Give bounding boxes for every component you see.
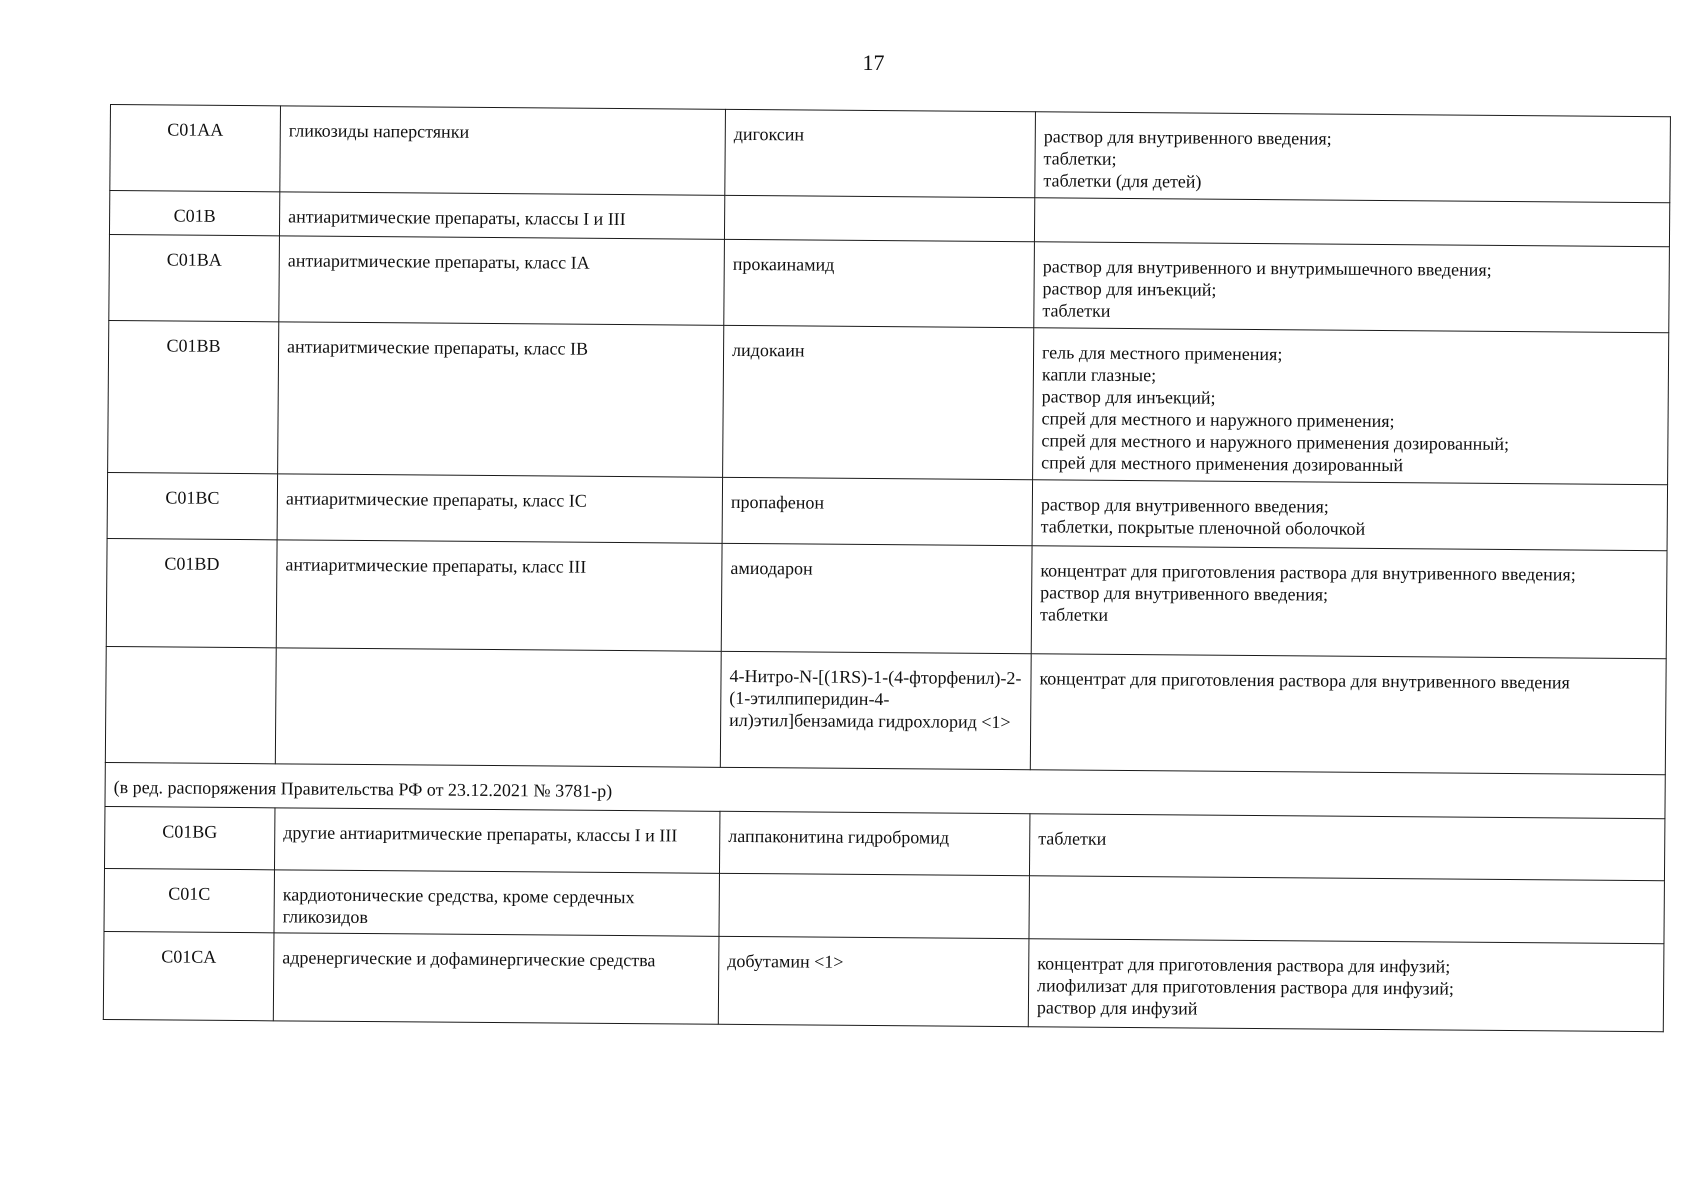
dosage-form: таблетки (для детей) bbox=[1043, 170, 1202, 192]
dosage-form: спрей для местного и наружного применения дозированный; bbox=[1041, 430, 1510, 454]
dosage-form: концентрат для приготовления раствора для внутривенного введения; bbox=[1040, 560, 1576, 585]
table-row bbox=[108, 320, 1669, 484]
table-row bbox=[105, 646, 1666, 774]
dosage-form: таблетки, покрытые пленочной оболочкой bbox=[1040, 516, 1366, 539]
drug-name: лидокаин bbox=[723, 325, 1034, 479]
amendment-note: (в ред. распоряжения Правительства РФ от 23.12.2021 № 3781-р) bbox=[105, 762, 1665, 818]
dosage-form: спрей для местного применения дозированный bbox=[1041, 452, 1404, 475]
atc-code: C01BB bbox=[108, 320, 279, 473]
drug-name: дигоксин bbox=[725, 109, 1036, 197]
dosage-forms bbox=[1034, 242, 1670, 333]
dosage-form: раствор для инъекций; bbox=[1041, 386, 1216, 408]
dosage-form: раствор для внутривенного введения; bbox=[1040, 582, 1329, 605]
pharmacological-group: антиаритмические препараты, классы I и III bbox=[279, 192, 724, 239]
atc-code: C01BA bbox=[109, 234, 280, 321]
dosage-form: раствор для внутривенного введения; bbox=[1040, 494, 1329, 517]
atc-code: C01BD bbox=[106, 538, 277, 647]
dosage-forms bbox=[1034, 198, 1669, 247]
table-row bbox=[103, 931, 1664, 1031]
pharmacological-group: антиаритмические препараты, класс IA bbox=[279, 236, 725, 325]
dosage-form: таблетки; bbox=[1043, 148, 1117, 169]
dosage-forms bbox=[1028, 939, 1664, 1032]
drug-name: лаппаконитина гидробромид bbox=[719, 811, 1029, 875]
pharmacological-group: другие антиаритмические препараты, классы I и III bbox=[274, 808, 719, 873]
atc-code: C01AA bbox=[110, 105, 281, 192]
table-row bbox=[106, 538, 1667, 658]
table-row bbox=[109, 234, 1670, 332]
atc-code: C01BC bbox=[107, 472, 278, 539]
drug-name: прокаинамид bbox=[724, 239, 1035, 327]
pharmacological-group: антиаритмические препараты, класс III bbox=[276, 540, 722, 651]
drug-name: амиодарон bbox=[721, 543, 1032, 653]
drug-table bbox=[103, 104, 1671, 1032]
pharmacological-group: антиаритмические препараты, класс IB bbox=[278, 322, 724, 477]
atc-code: C01B bbox=[109, 191, 279, 236]
dosage-form: концентрат для приготовления раствора для инфузий; bbox=[1037, 953, 1451, 977]
dosage-form: концентрат для приготовления раствора для внутривенного введения bbox=[1039, 668, 1570, 693]
dosage-form: гель для местного применения; bbox=[1041, 342, 1283, 365]
atc-code bbox=[105, 646, 276, 763]
document-sheet bbox=[103, 104, 1670, 1032]
dosage-form: таблетки bbox=[1039, 604, 1109, 625]
dosage-forms bbox=[1029, 876, 1664, 944]
drug-name: добутамин <1> bbox=[718, 936, 1029, 1026]
pharmacological-group: адренергические и дофаминергические средства bbox=[273, 933, 719, 1024]
dosage-form: таблетки bbox=[1038, 828, 1107, 849]
dosage-forms bbox=[1030, 654, 1666, 775]
dosage-form: раствор для внутривенного введения; bbox=[1043, 126, 1332, 149]
drug-name bbox=[719, 873, 1029, 938]
drug-name: пропафенон bbox=[722, 477, 1033, 545]
pharmacological-group: гликозиды наперстянки bbox=[280, 106, 726, 195]
pharmacological-group: антиаритмические препараты, класс IC bbox=[277, 474, 723, 543]
atc-code: C01CA bbox=[103, 931, 274, 1020]
dosage-form: раствор для инфузий bbox=[1036, 997, 1198, 1019]
dosage-forms bbox=[1033, 328, 1669, 485]
dosage-forms bbox=[1031, 546, 1667, 659]
pharmacological-group bbox=[275, 648, 721, 767]
drug-name: 4-Нитро-N-[(1RS)-1-(4-фторфенил)-2-(1-этилпиперидин-4-ил)этил]бензамида гидрохлорид <1> bbox=[720, 651, 1031, 769]
table-row bbox=[110, 105, 1671, 203]
dosage-form: таблетки bbox=[1042, 300, 1111, 321]
atc-code: C01C bbox=[104, 868, 274, 932]
atc-code: C01BG bbox=[104, 806, 274, 869]
dosage-form: спрей для местного и наружного применения; bbox=[1041, 408, 1395, 431]
dosage-form: раствор для инъекций; bbox=[1042, 278, 1217, 300]
page-number: 17 bbox=[862, 50, 885, 75]
table-row bbox=[107, 472, 1667, 550]
pharmacological-group: кардиотонические средства, кроме сердечных гликозидов bbox=[274, 870, 719, 936]
dosage-forms bbox=[1032, 480, 1667, 551]
dosage-form: лиофилизат для приготовления раствора для инфузий; bbox=[1037, 975, 1454, 999]
dosage-form: капли глазные; bbox=[1041, 364, 1157, 386]
drug-name bbox=[724, 195, 1034, 241]
dosage-forms bbox=[1029, 814, 1664, 881]
dosage-forms bbox=[1035, 112, 1671, 203]
dosage-form: раствор для внутривенного и внутримышечного введения; bbox=[1042, 256, 1492, 280]
